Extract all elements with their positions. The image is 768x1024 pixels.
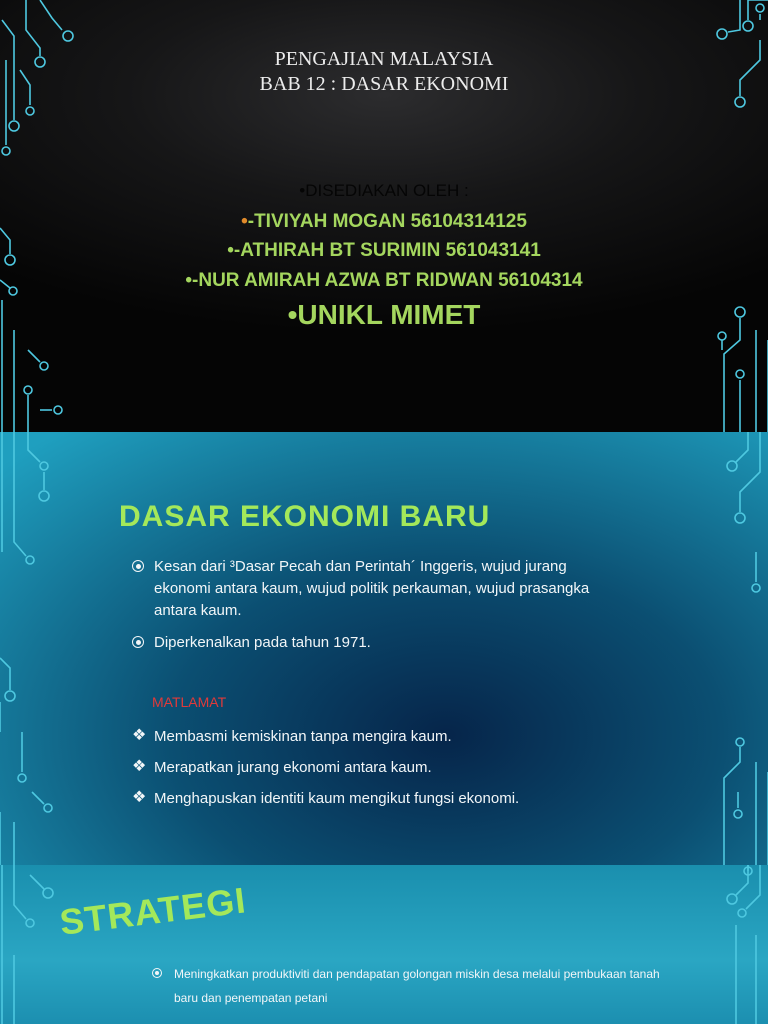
member-2 bbox=[0, 240, 768, 262]
goal-text: Menghapuskan identiti kaum mengikut fungsi ekonomi. bbox=[154, 790, 520, 807]
point-text: Diperkenalkan pada tahun 1971. bbox=[154, 634, 371, 651]
point-text: Kesan dari ³Dasar Pecah dan Perintah´ Inggeris, wujud jurang ekonomi antara kaum, wujud politik perkauman, wujud prasangka antara kaum. bbox=[154, 558, 590, 619]
title-slide bbox=[0, 0, 768, 432]
institution: •UNIKL MIMET bbox=[287, 299, 481, 330]
title-line-1: PENGAJIAN MALAYSIA bbox=[274, 48, 494, 70]
member-bullet: • bbox=[185, 270, 193, 291]
prepared-by-label: •DISEDIAKAN OLEH : bbox=[299, 181, 469, 200]
diamond-bullet-icon: ❖ bbox=[132, 789, 147, 806]
slide-title bbox=[0, 47, 768, 97]
title-line-2: BAB 12 : DASAR EKONOMI bbox=[259, 73, 509, 95]
slide-heading: DASAR EKONOMI BARU bbox=[119, 500, 491, 533]
member-bullet: • bbox=[241, 211, 248, 232]
radio-bullet-icon bbox=[132, 560, 144, 572]
radio-bullet-icon bbox=[132, 636, 144, 648]
point-text: Meningkatkan produktiviti dan pendapatan golongan miskin desa melalui pembukaan tanah baru dan penempatan petani bbox=[174, 967, 660, 1005]
member-3 bbox=[0, 270, 768, 292]
member-1 bbox=[0, 211, 768, 233]
goals-label: MATLAMAT bbox=[152, 694, 227, 710]
member-bullet: • bbox=[227, 240, 234, 261]
diamond-bullet-icon: ❖ bbox=[132, 727, 147, 744]
radio-bullet-icon bbox=[152, 968, 162, 978]
diamond-bullet-icon: ❖ bbox=[132, 758, 147, 775]
member-text: -NUR AMIRAH AZWA BT RIDWAN 56104314 bbox=[192, 270, 583, 291]
goal-text: Merapatkan jurang ekonomi antara kaum. bbox=[154, 759, 432, 776]
member-text: -TIVIYAH MOGAN 56104314125 bbox=[247, 211, 527, 232]
member-text: -ATHIRAH BT SURIMIN 561043141 bbox=[233, 240, 541, 261]
slide-heading: STRATEGI bbox=[57, 879, 249, 943]
goal-text: Membasmi kemiskinan tanpa mengira kaum. bbox=[154, 728, 452, 745]
